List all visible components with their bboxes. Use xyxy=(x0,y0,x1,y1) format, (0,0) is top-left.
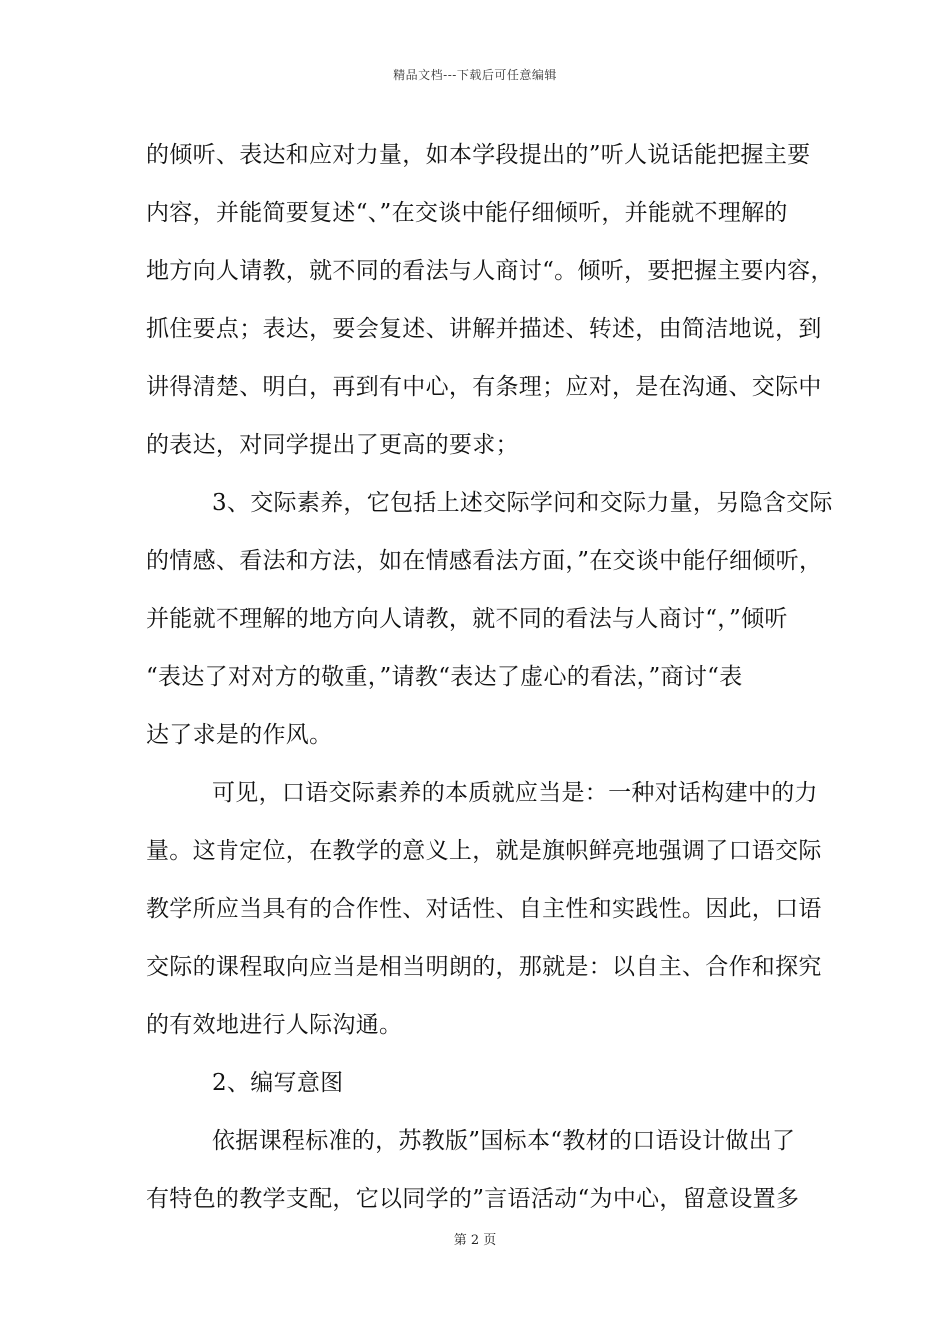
text-line: 教学所应当具有的合作性、对话性、自主性和实践性。因此，口语 xyxy=(146,896,822,922)
text-line: 的表达，对同学提出了更高的要求； xyxy=(146,432,519,458)
page-header: 精品文档---下载后可任意编辑 xyxy=(393,68,557,82)
text-line: 量。这肯定位，在教学的意义上，就是旗帜鲜亮地强调了口语交际 xyxy=(146,838,822,864)
text-line: 交际的课程取向应当是相当明朗的，那就是：以自主、合作和探究 xyxy=(146,954,822,980)
text-line: 的有效地进行人际沟通。 xyxy=(146,1012,403,1038)
paragraph-start-line: 3、交际素养，它包括上述交际学问和交际力量，另隐含交际 xyxy=(212,490,833,516)
text-line: 并能就不理解的地方向人请教，就不同的看法与人商讨“，”倾听 xyxy=(146,606,788,632)
text-line: 的倾听、表达和应对力量，如本学段提出的”听人说话能把握主要 xyxy=(146,142,811,168)
page-number: 第 2 页 xyxy=(453,1233,497,1248)
paragraph-start-line: 依据课程标准的，苏教版”国标本“教材的口语设计做出了 xyxy=(212,1128,796,1154)
paragraph-start-line: 可见，口语交际素养的本质就应当是：一种对话构建中的力 xyxy=(212,780,818,806)
text-line: 抓住要点；表达，要会复述、讲解并描述、转述，由简洁地说，到 xyxy=(146,316,822,342)
section-heading: 2、编写意图 xyxy=(212,1070,344,1096)
text-line: 讲得清楚、明白，再到有中心，有条理；应对，是在沟通、交际中 xyxy=(146,374,822,400)
text-line: 地方向人请教，就不同的看法与人商讨“。倾听，要把握主要内容， xyxy=(146,258,834,284)
text-line: 达了求是的作风。 xyxy=(146,722,333,748)
text-line: 有特色的教学支配，它以同学的”言语活动“为中心，留意设置多 xyxy=(146,1186,800,1212)
text-line: 的情感、看法和方法，如在情感看法方面，”在交谈中能仔细倾听， xyxy=(146,548,823,574)
text-line: “表达了对对方的敬重，”请教“表达了虚心的看法，”商讨“表 xyxy=(146,664,743,690)
text-line: 内容，并能简要复述“、”在交谈中能仔细倾听，并能就不理解的 xyxy=(146,200,788,226)
document-body xyxy=(146,126,834,1228)
